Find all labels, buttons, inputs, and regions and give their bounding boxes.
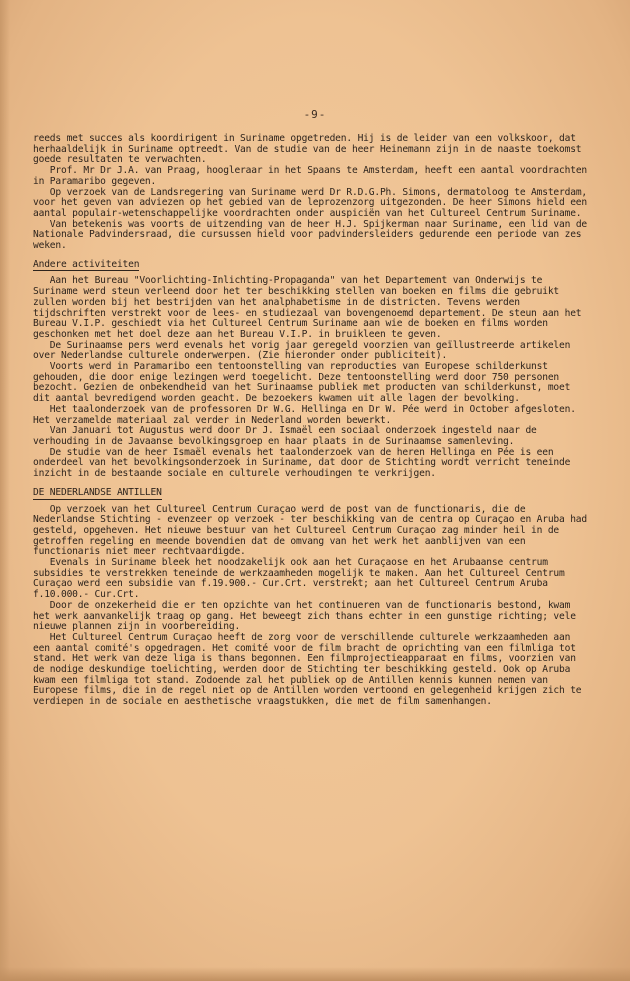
paragraph: Op verzoek van het Cultureel Centrum Curaçao werd de post van de functionaris, die de Nederlandse Stichting - evenzeer op verzoek - ter beschikking van de centra op Curaçao en Aruba had gesteld, opgeheven. Het nieuwe bestuur van het Cultureel Centrum Curaçao zag minder heil in de getroffen regeling en meende bovendien dat de omvang van het werk het aanblijven van een functionaris niet meer rechtvaardigde. <box>33 503 593 558</box>
paragraph: De Surinaamse pers werd evenals het vorig jaar geregeld voorzien van geïllustreerde artikelen over Nederlandse culturele onderwerpen. (Zie hieronder onder publiciteit). <box>33 339 576 362</box>
body-text <box>33 133 593 708</box>
paragraph: Evenals in Suriname bleek het noodzakelijk ook aan het Curaçaose en het Arubaanse centrum subsidies te verstrekken teneinde de werkzaamheden mogelijk te maken. Aan het Cultureel Centrum Curaçao werd een subsidie van f.19.900.- Cur.Crt. verstrekt; aan het Cultureel Centrum Aruba f.10.000.- Cur.Crt. <box>33 557 571 601</box>
paragraph: Van Januari tot Augustus werd door Dr J. Ismaël een sociaal onderzoek ingesteld naar de verhouding in de Javaanse bevolkingsgroep en haar plaats in de Surinaamse samenleving. <box>33 425 543 447</box>
paragraph: Van betekenis was voorts de uitzending van de heer H.J. Spijkerman naar Suriname, een lid van de Nationale Padvindersraad, die cursussen hield voor padvindersleiders gedurende een periode van zes weken. <box>33 218 593 252</box>
section-heading-andere-activiteiten: Andere activiteiten <box>33 258 140 270</box>
paragraph: Het Cultureel Centrum Curaçao heeft de zorg voor de verschillende culturele werkzaamheden aan een aantal comité's opgedragen. Het comité voor de film bracht de oprichting van een filmliga tot stand. Het werk van deze liga is thans begonnen. Een filmprojectieapparaat en films, voorzien van de nodige deskundige toelichting, werden door de Stichting ter beschikking gesteld. Ook op Aruba kwam een filmliga tot stand. Zodoende zal het publiek op de Antillen kennis kunnen nemen van Europese films, die in de regel niet op de Antillen worden vertoond en gelegenheid krijgen zich te verdiepen in de sociale en aesthetische vraagstukken, die met de film samenhangen. <box>33 631 588 708</box>
page-shadow-bottom <box>0 967 630 981</box>
paragraph: Door de onzekerheid die er ten opzichte van het continueren van de functionaris bestond, kwam het werk aanvankelijk traag op gang. Het beweegt zich thans echter in een gunstige richting; vele nieuwe plannen zijn in voorbereiding. <box>33 599 582 633</box>
paragraph: Het taalonderzoek van de professoren Dr W.G. Hellinga en Dr W. Pée werd in October afgesloten. Het verzamelde materiaal zal verder in Nederland worden bewerkt. <box>33 403 582 426</box>
paragraph: Op verzoek van de Landsregering van Suriname werd Dr R.D.G.Ph. Simons, dermatoloog te Amsterdam, voor het geven van adviezen op het gebied van de leprozenzorg uitgezonden. De heer Simons hield een aantal populair-wetenschappelijke voordrachten onder auspiciën van het Cultureel Centrum Suriname. <box>33 186 593 219</box>
section-heading-nederlandse-antillen: DE NEDERLANDSE ANTILLEN <box>33 486 162 498</box>
paragraph: reeds met succes als koordirigent in Suriname opgetreden. Hij is de leider van een volkskoor, dat herhaaldelijk in Suriname optreedt. Van de studie van de heer Heinemann zijn in de naaste toekomst goede resultaten te verwachten. <box>33 133 588 166</box>
paragraph: De studie van de heer Ismaël evenals het taalonderzoek van de heren Hellinga en Pée is een onderdeel van het bevolkingsonderzoek in Suriname, dat door de Stichting wordt verricht teneinde inzicht in de bestaande sociale en culturele verhoudingen te verkrijgen. <box>33 446 576 480</box>
paragraph: Prof. Mr Dr J.A. van Praag, hoogleraar in het Spaans te Amsterdam, heeft een aantal voordrachten in Paramaribo gegeven. <box>33 165 593 187</box>
paragraph: Voorts werd in Paramaribo een tentoonstelling van reproducties van Europese schilderkunst gehouden, die door enige lezingen werd toegelicht. Deze tentoonstelling werd door 750 personen bezocht. Gezien de onbekendheid van het Surinaamse publiek met producten van schilderkunst, moet dit aantal bevredigend worden geacht. De bezoekers kwamen uit alle lagen der bevolking. <box>33 361 576 405</box>
page-number: -9- <box>303 108 327 121</box>
page-shadow-left <box>0 0 10 981</box>
paragraph: Aan het Bureau "Voorlichting-Inlichting-Propaganda" van het Departement van Onderwijs te Suriname werd steun verleend door het ter beschikking stellen van boeken en films die gebruikt zullen worden bij het bestrijden van het analphabetisme in de districten. Tevens werden tijdschriften verstrekt voor de lees- en studiezaal van bovengenoemd departement. De steun aan het Bureau V.I.P. geschiedt via het Cultureel Centrum Suriname aan wie de boeken en films worden geschonken met het doel deze aan het Bureau V.I.P. in bruikleen te geven. <box>33 275 588 340</box>
